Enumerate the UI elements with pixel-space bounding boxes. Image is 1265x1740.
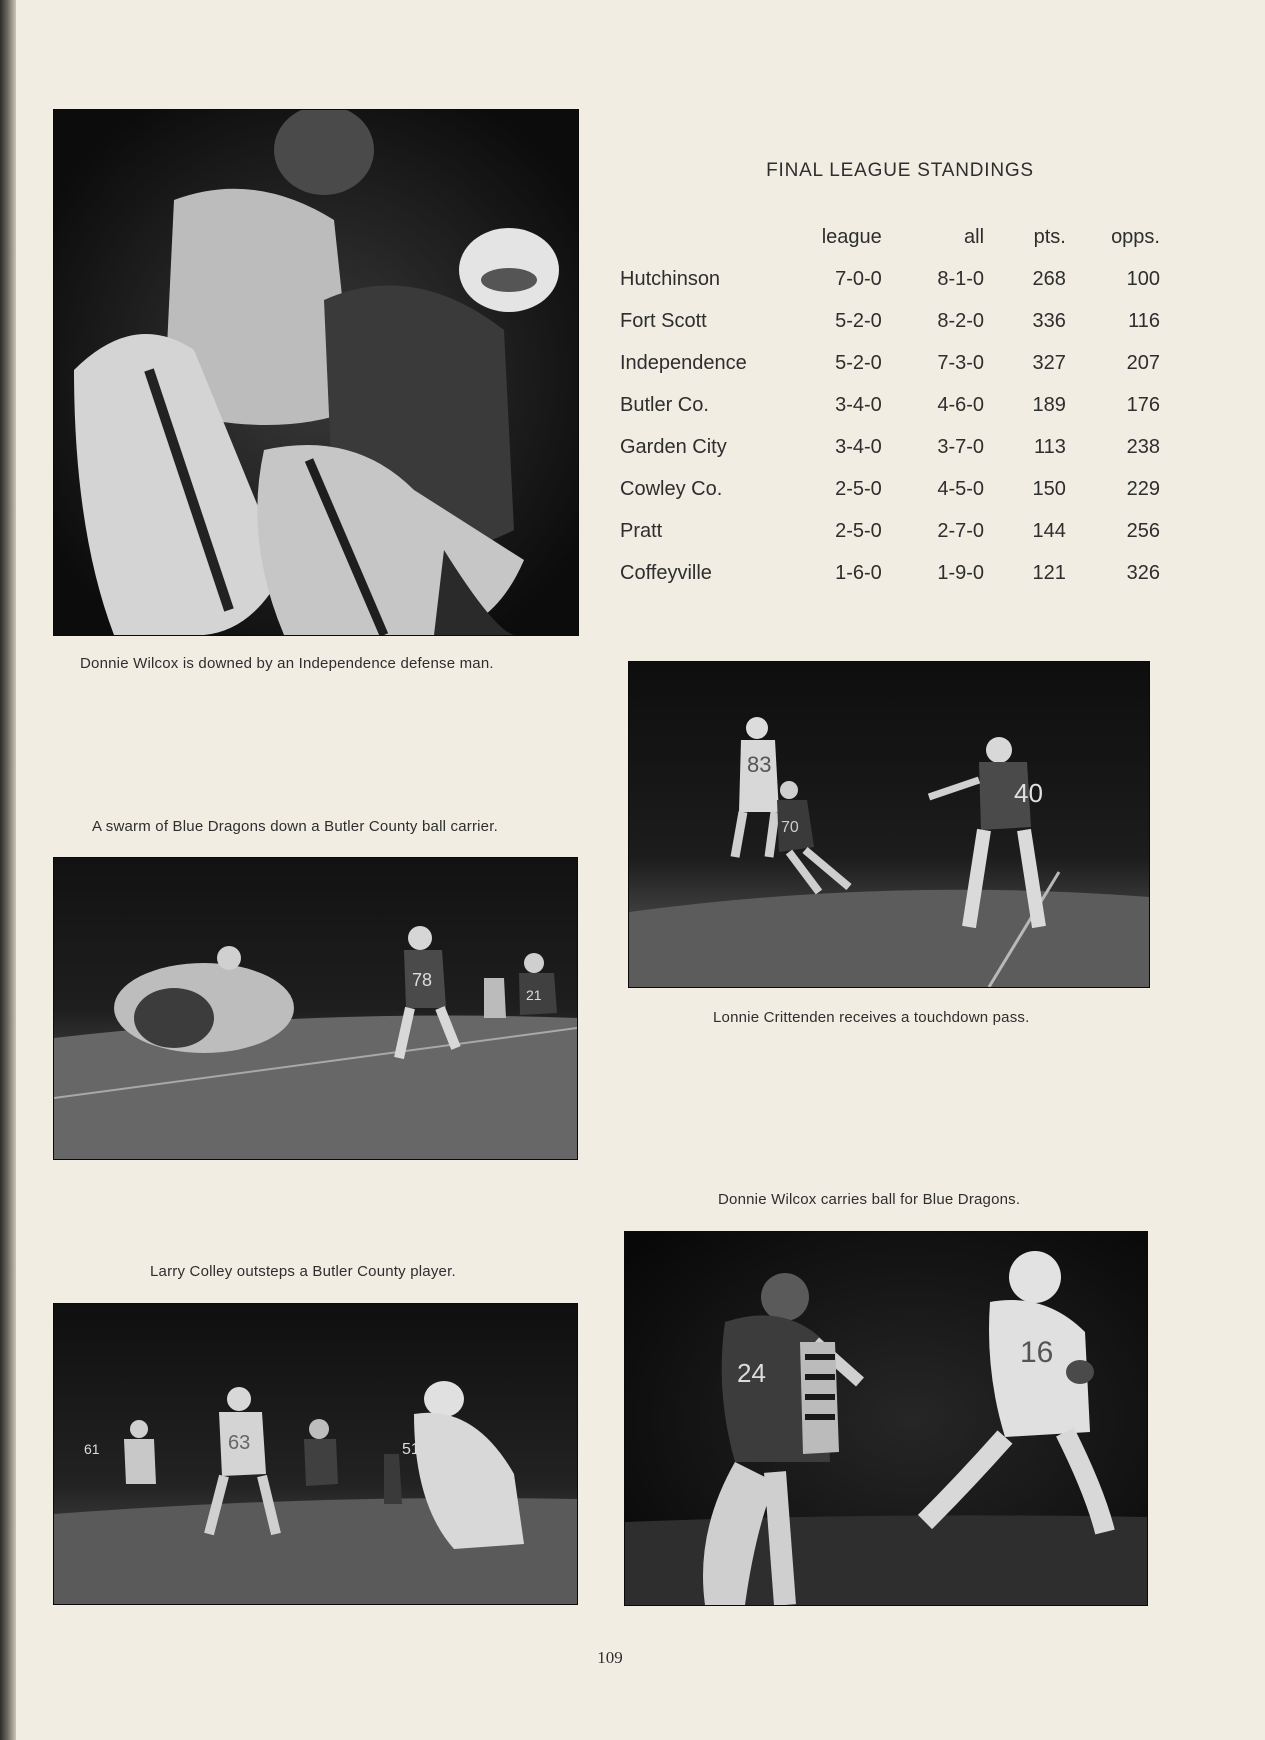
points: 336: [1032, 309, 1066, 332]
jersey-number-text: 83: [747, 752, 772, 777]
league-record: 5-2-0: [835, 351, 882, 374]
league-record: 2-5-0: [835, 519, 882, 542]
photo-wilcox-downed: [53, 109, 579, 636]
table-row: [620, 258, 1160, 300]
points: 144: [1032, 519, 1066, 542]
header-team: [620, 216, 784, 258]
opponent-points: 116: [1128, 309, 1160, 332]
league-record: 3-4-0: [835, 393, 882, 416]
all-record: 4-5-0: [937, 477, 985, 500]
league-record: 5-2-0: [835, 309, 882, 332]
standings-table: [620, 216, 1160, 594]
jersey-number-text: 16: [1020, 1336, 1054, 1369]
header-league: league: [821, 225, 882, 248]
all-record: 8-1-0: [937, 267, 985, 290]
table-row: [620, 468, 1160, 510]
jersey-number-text: 51: [402, 1441, 420, 1458]
all-record: 8-2-0: [937, 309, 985, 332]
jersey-number-text: 61: [84, 1441, 100, 1457]
points: 113: [1033, 435, 1066, 458]
points: 327: [1032, 351, 1066, 374]
opponent-points: 229: [1126, 477, 1160, 500]
caption-colley: Larry Colley outsteps a Butler County player.: [150, 1263, 456, 1280]
jersey-number-text: 40: [1014, 778, 1043, 808]
points: 121: [1032, 561, 1066, 584]
jersey-number-text: 21: [526, 987, 542, 1003]
all-record: 7-3-0: [937, 351, 985, 374]
league-record: 7-0-0: [835, 267, 882, 290]
all-record: 1-9-0: [937, 561, 985, 584]
page-binding-shadow: [0, 0, 16, 1740]
all-record: 4-6-0: [937, 393, 985, 416]
table-row: [620, 510, 1160, 552]
photo-colley-outsteps: [53, 1303, 578, 1605]
jersey-number-text: 78: [412, 970, 433, 990]
team-name: Coffeyville: [620, 561, 712, 584]
page-number: 109: [597, 1648, 623, 1667]
caption-wilcox-downed: Donnie Wilcox is downed by an Independence defense man.: [80, 655, 494, 672]
caption-crittenden: Lonnie Crittenden receives a touchdown pass.: [713, 1009, 1030, 1026]
caption-wilcox-carries: Donnie Wilcox carries ball for Blue Dragons.: [718, 1191, 1021, 1208]
opponent-points: 256: [1126, 519, 1160, 542]
league-record: 2-5-0: [835, 477, 882, 500]
photo-swarm-butler: [53, 857, 578, 1160]
standings-header-row: [620, 216, 1160, 258]
standings-title: FINAL LEAGUE STANDINGS: [766, 160, 1034, 181]
opponent-points: 326: [1126, 561, 1160, 584]
points: 150: [1032, 477, 1066, 500]
jersey-number-text: 70: [781, 819, 799, 836]
table-row: [620, 552, 1160, 594]
team-name: Butler Co.: [620, 393, 709, 416]
team-name: Cowley Co.: [620, 477, 723, 500]
header-pts: pts.: [1033, 225, 1066, 248]
photo-crittenden-touchdown: [628, 661, 1150, 988]
team-name: Pratt: [620, 519, 663, 542]
league-record: 1-6-0: [835, 561, 882, 584]
table-row: [620, 300, 1160, 342]
team-name: Independence: [620, 351, 747, 374]
table-row: [620, 342, 1160, 384]
header-all: all: [964, 225, 985, 248]
all-record: 3-7-0: [937, 435, 985, 458]
photo-wilcox-carries: [624, 1231, 1148, 1606]
jersey-number-text: 63: [228, 1432, 251, 1454]
table-row: [620, 384, 1160, 426]
team-name: Hutchinson: [620, 267, 721, 290]
league-record: 3-4-0: [835, 435, 882, 458]
opponent-points: 207: [1126, 351, 1160, 374]
header-opps: opps.: [1111, 225, 1160, 248]
all-record: 2-7-0: [937, 519, 985, 542]
points: 189: [1032, 393, 1066, 416]
team-name: Garden City: [620, 435, 727, 458]
jersey-number-text: 24: [737, 1358, 766, 1388]
caption-swarm: A swarm of Blue Dragons down a Butler County ball carrier.: [92, 818, 498, 835]
opponent-points: 238: [1126, 435, 1160, 458]
points: 268: [1032, 267, 1066, 290]
opponent-points: 100: [1126, 267, 1160, 290]
team-name: Fort Scott: [620, 309, 707, 332]
opponent-points: 176: [1126, 393, 1160, 416]
table-row: [620, 426, 1160, 468]
